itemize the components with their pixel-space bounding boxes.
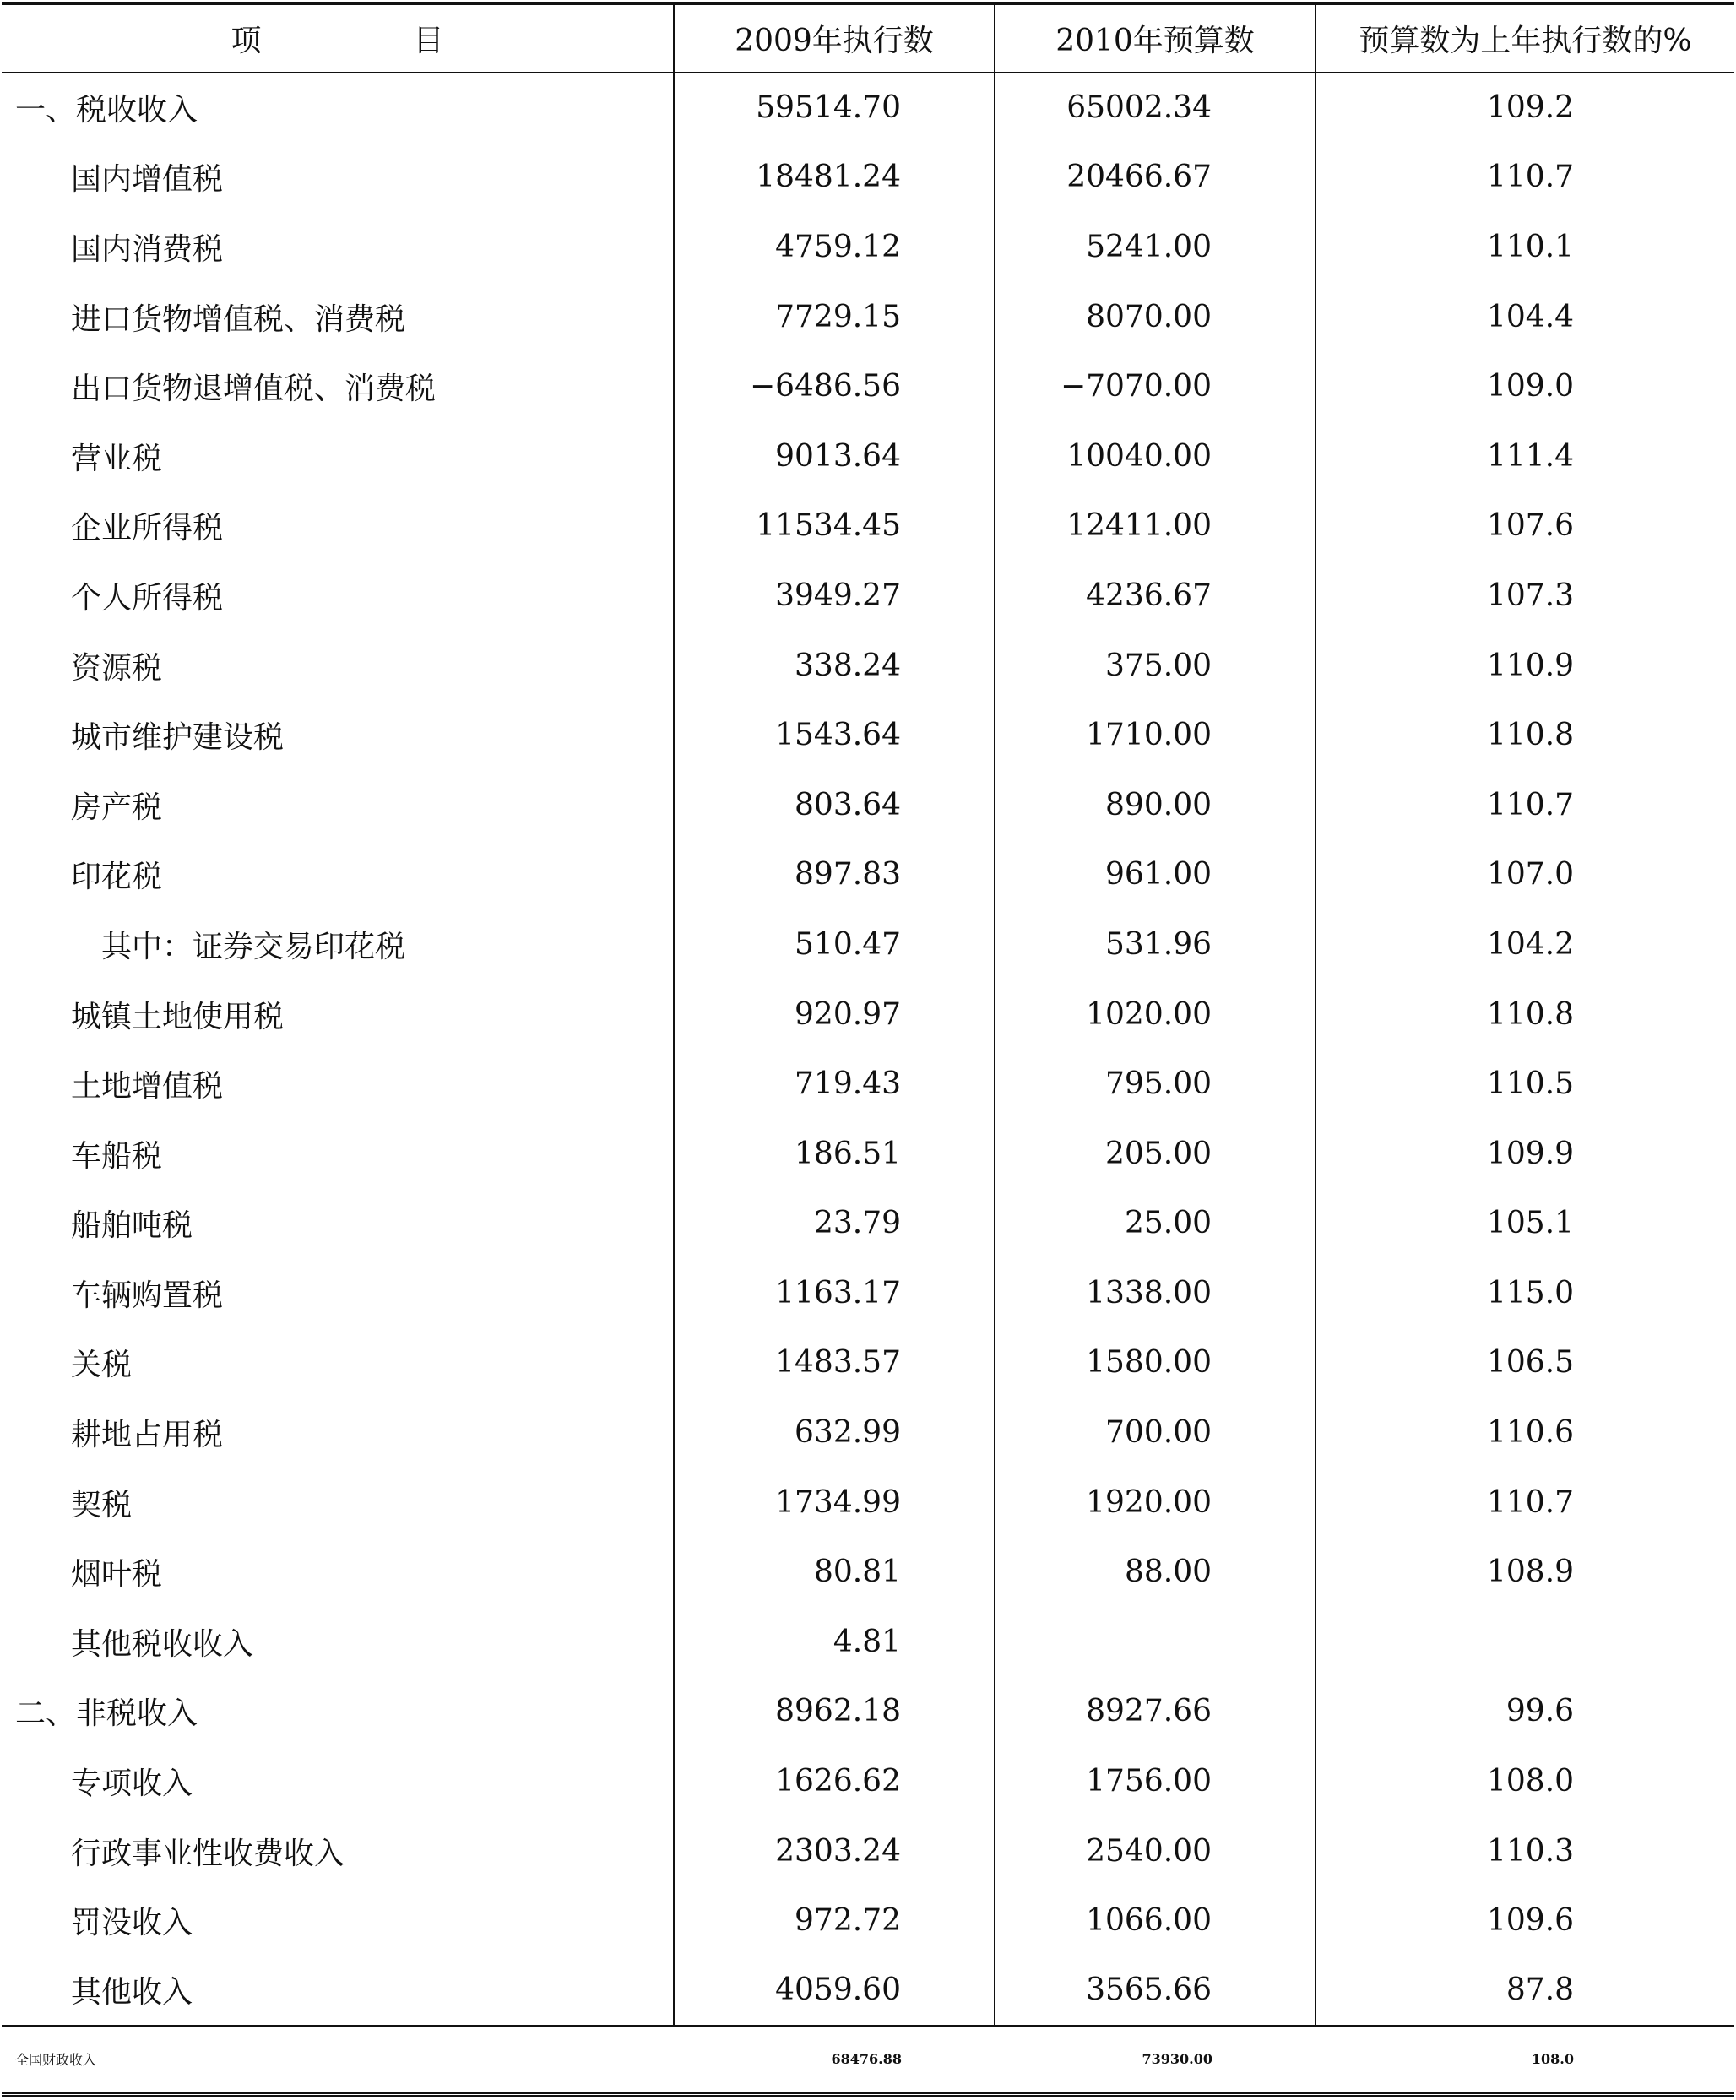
- table-row: [2, 1397, 1734, 1468]
- value-2009: 1734.99: [674, 1468, 995, 1538]
- value-percent: 108.9: [1316, 1537, 1734, 1607]
- value-percent: 104.2: [1316, 909, 1734, 979]
- value-2009: 972.72: [674, 1886, 995, 1956]
- value-percent: 110.7: [1316, 770, 1734, 840]
- table-row: [2, 631, 1734, 701]
- row-label: 一、税收收入: [15, 93, 198, 128]
- table-row: [2, 770, 1734, 840]
- value-2010: 700.00: [995, 1397, 1316, 1468]
- value-2010: 375.00: [995, 631, 1316, 701]
- value-percent: 106.5: [1316, 1328, 1734, 1398]
- row-label: 国内消费税: [71, 231, 224, 267]
- table-row: [2, 351, 1734, 421]
- table-row: [2, 979, 1734, 1050]
- value-2010: 25.00: [995, 1189, 1316, 1259]
- row-label: 城镇土地使用税: [71, 999, 285, 1034]
- total-2010-value: 73930.00: [1142, 2051, 1212, 2068]
- value-2010: 2540.00: [995, 1816, 1316, 1886]
- value-2010: [995, 1607, 1316, 1677]
- value-2010: 531.96: [995, 909, 1316, 979]
- table-row: [2, 1816, 1734, 1886]
- value-percent: 110.8: [1316, 979, 1734, 1050]
- value-2009: 7729.15: [674, 282, 995, 352]
- table-row: [2, 561, 1734, 631]
- value-2009: 897.83: [674, 840, 995, 910]
- value-2010: 961.00: [995, 840, 1316, 910]
- value-2010: 10040.00: [995, 421, 1316, 491]
- value-2009: 803.64: [674, 770, 995, 840]
- row-label: 罚没收入: [71, 1906, 193, 1941]
- table-row: [2, 1886, 1734, 1956]
- value-percent: 110.1: [1316, 212, 1734, 282]
- table-row: [2, 700, 1734, 770]
- value-2010: 1020.00: [995, 979, 1316, 1050]
- table-row: [2, 282, 1734, 352]
- value-2010: 5241.00: [995, 212, 1316, 282]
- row-label: 资源税: [71, 650, 163, 686]
- row-label: 城市维护建设税: [71, 720, 285, 756]
- value-2010: 3565.66: [995, 1956, 1316, 2026]
- value-2010: 8927.66: [995, 1677, 1316, 1747]
- value-2009: 920.97: [674, 979, 995, 1050]
- value-2010: 20466.67: [995, 143, 1316, 213]
- row-label: 车辆购置税: [71, 1278, 224, 1313]
- value-2010: 8070.00: [995, 282, 1316, 352]
- value-2009: 1543.64: [674, 700, 995, 770]
- table-row: [2, 909, 1734, 979]
- value-percent: 107.3: [1316, 561, 1734, 631]
- total-percent-value: 108.0: [1531, 2051, 1574, 2068]
- value-2010: 890.00: [995, 770, 1316, 840]
- value-2009: 1163.17: [674, 1258, 995, 1328]
- table-row: [2, 1328, 1734, 1398]
- header-item-char-2: 目: [413, 24, 444, 58]
- table-row: [2, 1746, 1734, 1816]
- value-percent: 87.8: [1316, 1956, 1734, 2026]
- value-percent: 109.9: [1316, 1119, 1734, 1189]
- value-2010: −7070.00: [995, 351, 1316, 421]
- value-2009: 2303.24: [674, 1816, 995, 1886]
- revenue-table: [2, 2, 1734, 2097]
- value-2009: 3949.27: [674, 561, 995, 631]
- value-2010: 205.00: [995, 1119, 1316, 1189]
- row-label: 行政事业性收费收入: [71, 1836, 345, 1871]
- value-percent: 99.6: [1316, 1677, 1734, 1747]
- value-percent: 107.0: [1316, 840, 1734, 910]
- value-2009: 186.51: [674, 1119, 995, 1189]
- table-row: [2, 491, 1734, 562]
- value-percent: 111.4: [1316, 421, 1734, 491]
- total-2009-value: 68476.88: [831, 2051, 902, 2068]
- value-percent: 110.9: [1316, 631, 1734, 701]
- row-label: 契税: [71, 1487, 133, 1522]
- table-row: [2, 1677, 1734, 1747]
- row-label: 营业税: [71, 441, 163, 476]
- value-2009: 719.43: [674, 1049, 995, 1119]
- value-2009: 338.24: [674, 631, 995, 701]
- value-percent: 110.8: [1316, 700, 1734, 770]
- row-label: 烟叶税: [71, 1557, 163, 1593]
- value-percent: 109.2: [1316, 73, 1734, 143]
- value-2010: 795.00: [995, 1049, 1316, 1119]
- value-percent: 110.6: [1316, 1397, 1734, 1468]
- header-budget-percent: 预算数为上年执行数的%: [1316, 3, 1734, 73]
- value-percent: 105.1: [1316, 1189, 1734, 1259]
- table-row: [2, 73, 1734, 143]
- value-2010: 1580.00: [995, 1328, 1316, 1398]
- row-label: 其他收入: [71, 1975, 193, 2010]
- value-percent: 109.0: [1316, 351, 1734, 421]
- value-percent: 110.7: [1316, 143, 1734, 213]
- value-2009: 632.99: [674, 1397, 995, 1468]
- table-row: [2, 1956, 1734, 2026]
- table-row: [2, 1189, 1734, 1259]
- row-label: 印花税: [71, 860, 163, 895]
- value-percent: 110.7: [1316, 1468, 1734, 1538]
- total-row: [2, 2026, 1734, 2095]
- row-label: 其他税收收入: [71, 1626, 254, 1662]
- table-row: [2, 1537, 1734, 1607]
- table-row: [2, 212, 1734, 282]
- row-label: 船舶吨税: [71, 1208, 193, 1244]
- value-2010: 1338.00: [995, 1258, 1316, 1328]
- row-label: 土地增值税: [71, 1069, 224, 1104]
- value-2009: 4759.12: [674, 212, 995, 282]
- value-2010: 65002.34: [995, 73, 1316, 143]
- value-2010: 1920.00: [995, 1468, 1316, 1538]
- value-2009: 9013.64: [674, 421, 995, 491]
- header-item: [2, 3, 674, 73]
- row-label: 关税: [71, 1348, 133, 1383]
- table-row: [2, 840, 1734, 910]
- value-2009: 1626.62: [674, 1746, 995, 1816]
- header-2010-budget: 2010年预算数: [995, 3, 1316, 73]
- table-header: [2, 3, 1734, 73]
- row-label: 企业所得税: [71, 511, 224, 546]
- header-row: [2, 3, 1734, 73]
- value-2010: 1066.00: [995, 1886, 1316, 1956]
- value-percent: 108.0: [1316, 1746, 1734, 1816]
- row-label: 车船税: [71, 1138, 163, 1174]
- row-label: 专项收入: [71, 1766, 193, 1802]
- value-2009: −6486.56: [674, 351, 995, 421]
- value-2010: 1710.00: [995, 700, 1316, 770]
- value-percent: 110.5: [1316, 1049, 1734, 1119]
- row-label: 房产税: [71, 790, 163, 825]
- header-item-char-1: 项: [231, 24, 262, 58]
- row-label: 个人所得税: [71, 580, 224, 616]
- value-2010: 1756.00: [995, 1746, 1316, 1816]
- value-2009: 510.47: [674, 909, 995, 979]
- row-label: 耕地占用税: [71, 1418, 224, 1453]
- row-label: 二、非税收入: [15, 1696, 198, 1732]
- total-label: 全国财政收入: [15, 2052, 97, 2069]
- table-footer: [2, 2026, 1734, 2095]
- value-percent: 110.3: [1316, 1816, 1734, 1886]
- value-percent: 109.6: [1316, 1886, 1734, 1956]
- value-2009: 4059.60: [674, 1956, 995, 2026]
- value-2010: 12411.00: [995, 491, 1316, 562]
- value-2009: 23.79: [674, 1189, 995, 1259]
- value-2009: 8962.18: [674, 1677, 995, 1747]
- value-percent: [1316, 1607, 1734, 1677]
- row-label: 其中：证券交易印花税: [101, 929, 406, 964]
- table-row: [2, 1607, 1734, 1677]
- table-row: [2, 1468, 1734, 1538]
- table-row: [2, 421, 1734, 491]
- value-2009: 18481.24: [674, 143, 995, 213]
- row-label: 出口货物退增值税、消费税: [71, 372, 437, 407]
- value-2009: 11534.45: [674, 491, 995, 562]
- value-2009: 4.81: [674, 1607, 995, 1677]
- value-2009: 80.81: [674, 1537, 995, 1607]
- value-2010: 88.00: [995, 1537, 1316, 1607]
- header-2009-actual: 2009年执行数: [674, 3, 995, 73]
- value-2010: 4236.67: [995, 561, 1316, 631]
- table-row: [2, 1119, 1734, 1189]
- value-2009: 59514.70: [674, 73, 995, 143]
- value-percent: 104.4: [1316, 282, 1734, 352]
- value-2009: 1483.57: [674, 1328, 995, 1398]
- table-body: [2, 73, 1734, 2026]
- value-percent: 107.6: [1316, 491, 1734, 562]
- value-percent: 115.0: [1316, 1258, 1734, 1328]
- table-row: [2, 1258, 1734, 1328]
- row-label: 国内增值税: [71, 162, 224, 198]
- table-row: [2, 143, 1734, 213]
- row-label: 进口货物增值税、消费税: [71, 301, 406, 337]
- table-row: [2, 1049, 1734, 1119]
